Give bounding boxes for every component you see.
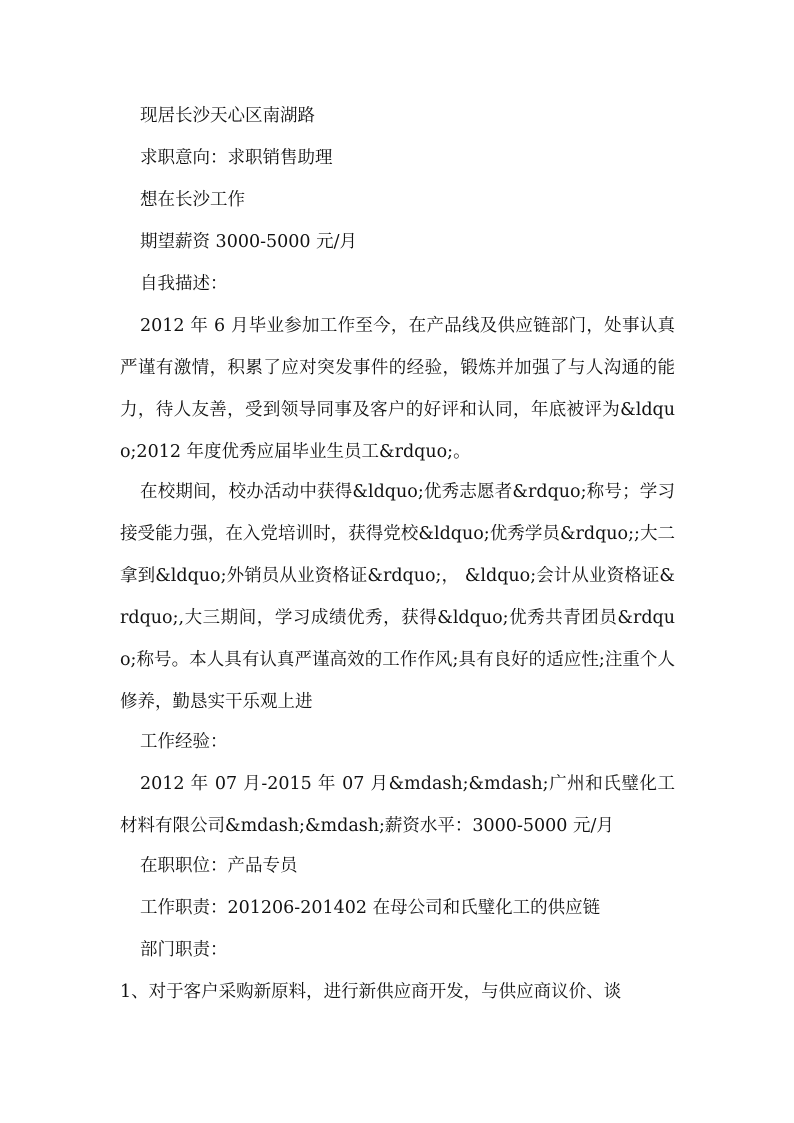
self-description-paragraph: 2012 年 6 月毕业参加工作至今，在产品线及供应链部门，处事认真严谨有激情，积累了应对突发事件的经验，锻炼并加强了与人沟通的能力，待人友善，受到领导同事及客户的好评和认同，年底被评为&ldquo;2012 年度优秀应届毕业生员工&rdquo;。 [120, 316, 675, 462]
expected-salary-line: 期望薪资 3000-5000 元/月 [140, 232, 358, 252]
job-responsibility-line: 工作职责：201206-201402 在母公司和氏璧化工的供应链 [140, 898, 601, 918]
job-position-line: 在职职位：产品专员 [140, 856, 298, 876]
self-description-heading: 自我描述： [140, 274, 228, 294]
work-period-line: 2012 年 07 月-2015 年 07 月&mdash;&mdash;广州和氏璧化工材料有限公司&mdash;&mdash;薪资水平：3000-5000 元/月 [120, 774, 675, 836]
duty-item-1: 1、对于客户采购新原料，进行新供应商开发，与供应商议价、谈 [120, 982, 622, 1002]
address-line: 现居长沙天心区南湖路 [140, 106, 315, 126]
work-location-line: 想在长沙工作 [140, 190, 245, 210]
work-experience-heading: 工作经验： [140, 732, 228, 752]
job-intention-line: 求职意向：求职销售助理 [140, 148, 333, 168]
department-duties-heading: 部门职责： [140, 940, 228, 960]
school-experience-paragraph: 在校期间，校办活动中获得&ldquo;优秀志愿者&rdquo;称号；学习接受能力强，在入党培训时，获得党校&ldquo;优秀学员&rdquo;;大二拿到&ldquo;外销员从业资格证&rdquo;， &ldquo;会计从业资格证&rdquo;,大三期间，学习成绩优秀，获得&ldquo;优秀共青团员&rdquo;称号。本人具有认真严谨高效的工作作风;具有良好的适应性;注重个人修养，勤恳实干乐观上进 [120, 482, 675, 712]
